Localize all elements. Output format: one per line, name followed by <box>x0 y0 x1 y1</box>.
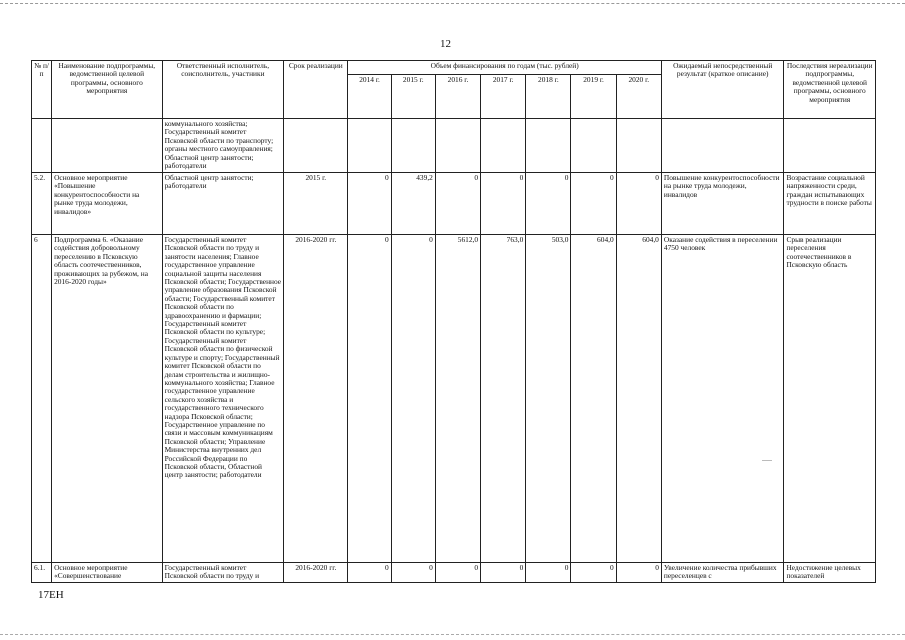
header-name: Наименование подпрограммы, ведомственной целевой программы, основного мероприятия <box>52 61 163 119</box>
header-year: 2019 г. <box>571 75 616 119</box>
row-value: 0 <box>481 173 526 235</box>
row-executor: Областной центр занятости; работодатели <box>162 173 284 235</box>
row-value: 0 <box>391 563 435 583</box>
row-value: 503,0 <box>526 235 571 563</box>
page-bottom-edge <box>0 634 905 635</box>
row-value <box>526 119 571 173</box>
row-value: 0 <box>348 235 391 563</box>
header-num: № п/п <box>32 61 52 119</box>
row-result: Увеличение количества прибывших переселенцев с <box>661 563 784 583</box>
row-value: 0 <box>348 173 391 235</box>
row-consequences: Недостижение целевых показателей <box>784 563 876 583</box>
row-value <box>391 119 435 173</box>
row-value: 0 <box>616 173 661 235</box>
row-value: 0 <box>348 563 391 583</box>
row-value: 0 <box>571 563 616 583</box>
row-value: 0 <box>616 563 661 583</box>
row-executor: коммунального хозяйства; Государственный комитет Псковской области по транспорту; органы местного самоуправления; Областной центр занятости; работодатели <box>162 119 284 173</box>
doc-code: 17ЕН <box>38 589 64 601</box>
row-value: 0 <box>435 173 480 235</box>
row-executor: Государственный комитет Псковской области по труду и <box>162 563 284 583</box>
row-value: 0 <box>571 173 616 235</box>
row-value <box>348 119 391 173</box>
header-row-main <box>32 61 876 75</box>
row-value <box>435 119 480 173</box>
row-value: 604,0 <box>616 235 661 563</box>
row-value: 0 <box>481 563 526 583</box>
row-term <box>284 119 348 173</box>
row-value: 0 <box>526 173 571 235</box>
header-executor: Ответственный исполнитель, соисполнитель, участники <box>162 61 284 119</box>
row-value <box>616 119 661 173</box>
row-name <box>52 119 163 173</box>
row-value <box>571 119 616 173</box>
table-row <box>32 235 876 563</box>
table-row <box>32 119 876 173</box>
row-term: 2015 г. <box>284 173 348 235</box>
row-consequences <box>784 119 876 173</box>
row-value: 439,2 <box>391 173 435 235</box>
row-consequences: Возрастание социальной напряженности среди, граждан испытывающих трудности в поиске работы <box>784 173 876 235</box>
header-result: Ожидаемый непосредственный результат (краткое описание) <box>661 61 784 119</box>
header-year: 2014 г. <box>348 75 391 119</box>
row-term: 2016-2020 гг. <box>284 235 348 563</box>
header-year: 2016 г. <box>435 75 480 119</box>
row-result: Повышение конкурентоспособности на рынке труда молодежи, инвалидов <box>661 173 784 235</box>
row-term: 2016-2020 гг. <box>284 563 348 583</box>
header-year: 2017 г. <box>481 75 526 119</box>
row-name: Основное мероприятие «Совершенствование <box>52 563 163 583</box>
row-num: 6 <box>32 235 52 563</box>
header-year: 2015 г. <box>391 75 435 119</box>
row-num: 5.2. <box>32 173 52 235</box>
header-year: 2020 г. <box>616 75 661 119</box>
header-year: 2018 г. <box>526 75 571 119</box>
header-term: Срок реализации <box>284 61 348 119</box>
row-value: 763,0 <box>481 235 526 563</box>
table-row <box>32 563 876 583</box>
program-table <box>31 60 876 583</box>
row-num <box>32 119 52 173</box>
table-row <box>32 173 876 235</box>
row-result: Оказание содействия в переселении 4750 человек <box>661 235 784 563</box>
row-value: 0 <box>526 563 571 583</box>
row-value: 604,0 <box>571 235 616 563</box>
row-consequences: Срыв реализации переселения соотечественников в Псковскую область <box>784 235 876 563</box>
header-funding: Объем финансирования по годам (тыс. рублей) <box>348 61 661 75</box>
page-number: 12 <box>440 38 451 50</box>
page-top-edge <box>0 3 905 4</box>
row-executor: Государственный комитет Псковской области по труду и занятости населения; Главное государственное управление социальной защиты населения Псковской области; Государственное управление образования Псковской области; Государственный комитет Псковской области по здравоохранению и фармации; Государственный комитет Псковской области по культуре; Государственный комитет Псковской области по физической культуре и спорту; Государственный комитет Псковской области по делам строительства и жилищно-коммунального хозяйства; Главное государственное управление сельского хозяйства и государственного технического надзора Псковской области; Государственное управление по связи и массовым коммуникациям Псковской области; Управление Министерства внутренних дел Российской Федерации по Псковской области, Областной центр занятости; работодатели <box>162 235 284 563</box>
row-name: Основное мероприятие «Повышение конкурентоспособности на рынке труда молодежи, инвалидов» <box>52 173 163 235</box>
row-value: 0 <box>435 563 480 583</box>
scan-mark <box>762 460 772 461</box>
row-num: 6.1. <box>32 563 52 583</box>
row-value <box>481 119 526 173</box>
header-consequences: Последствия нереализации подпрограммы, ведомственной целевой программы, основного мероприятия <box>784 61 876 119</box>
row-name: Подпрограмма 6. «Оказание содействия добровольному переселению в Псковскую область соотечественников, проживающих за рубежом, на 2016-2020 годы» <box>52 235 163 563</box>
row-value: 5612,0 <box>435 235 480 563</box>
row-result <box>661 119 784 173</box>
row-value: 0 <box>391 235 435 563</box>
